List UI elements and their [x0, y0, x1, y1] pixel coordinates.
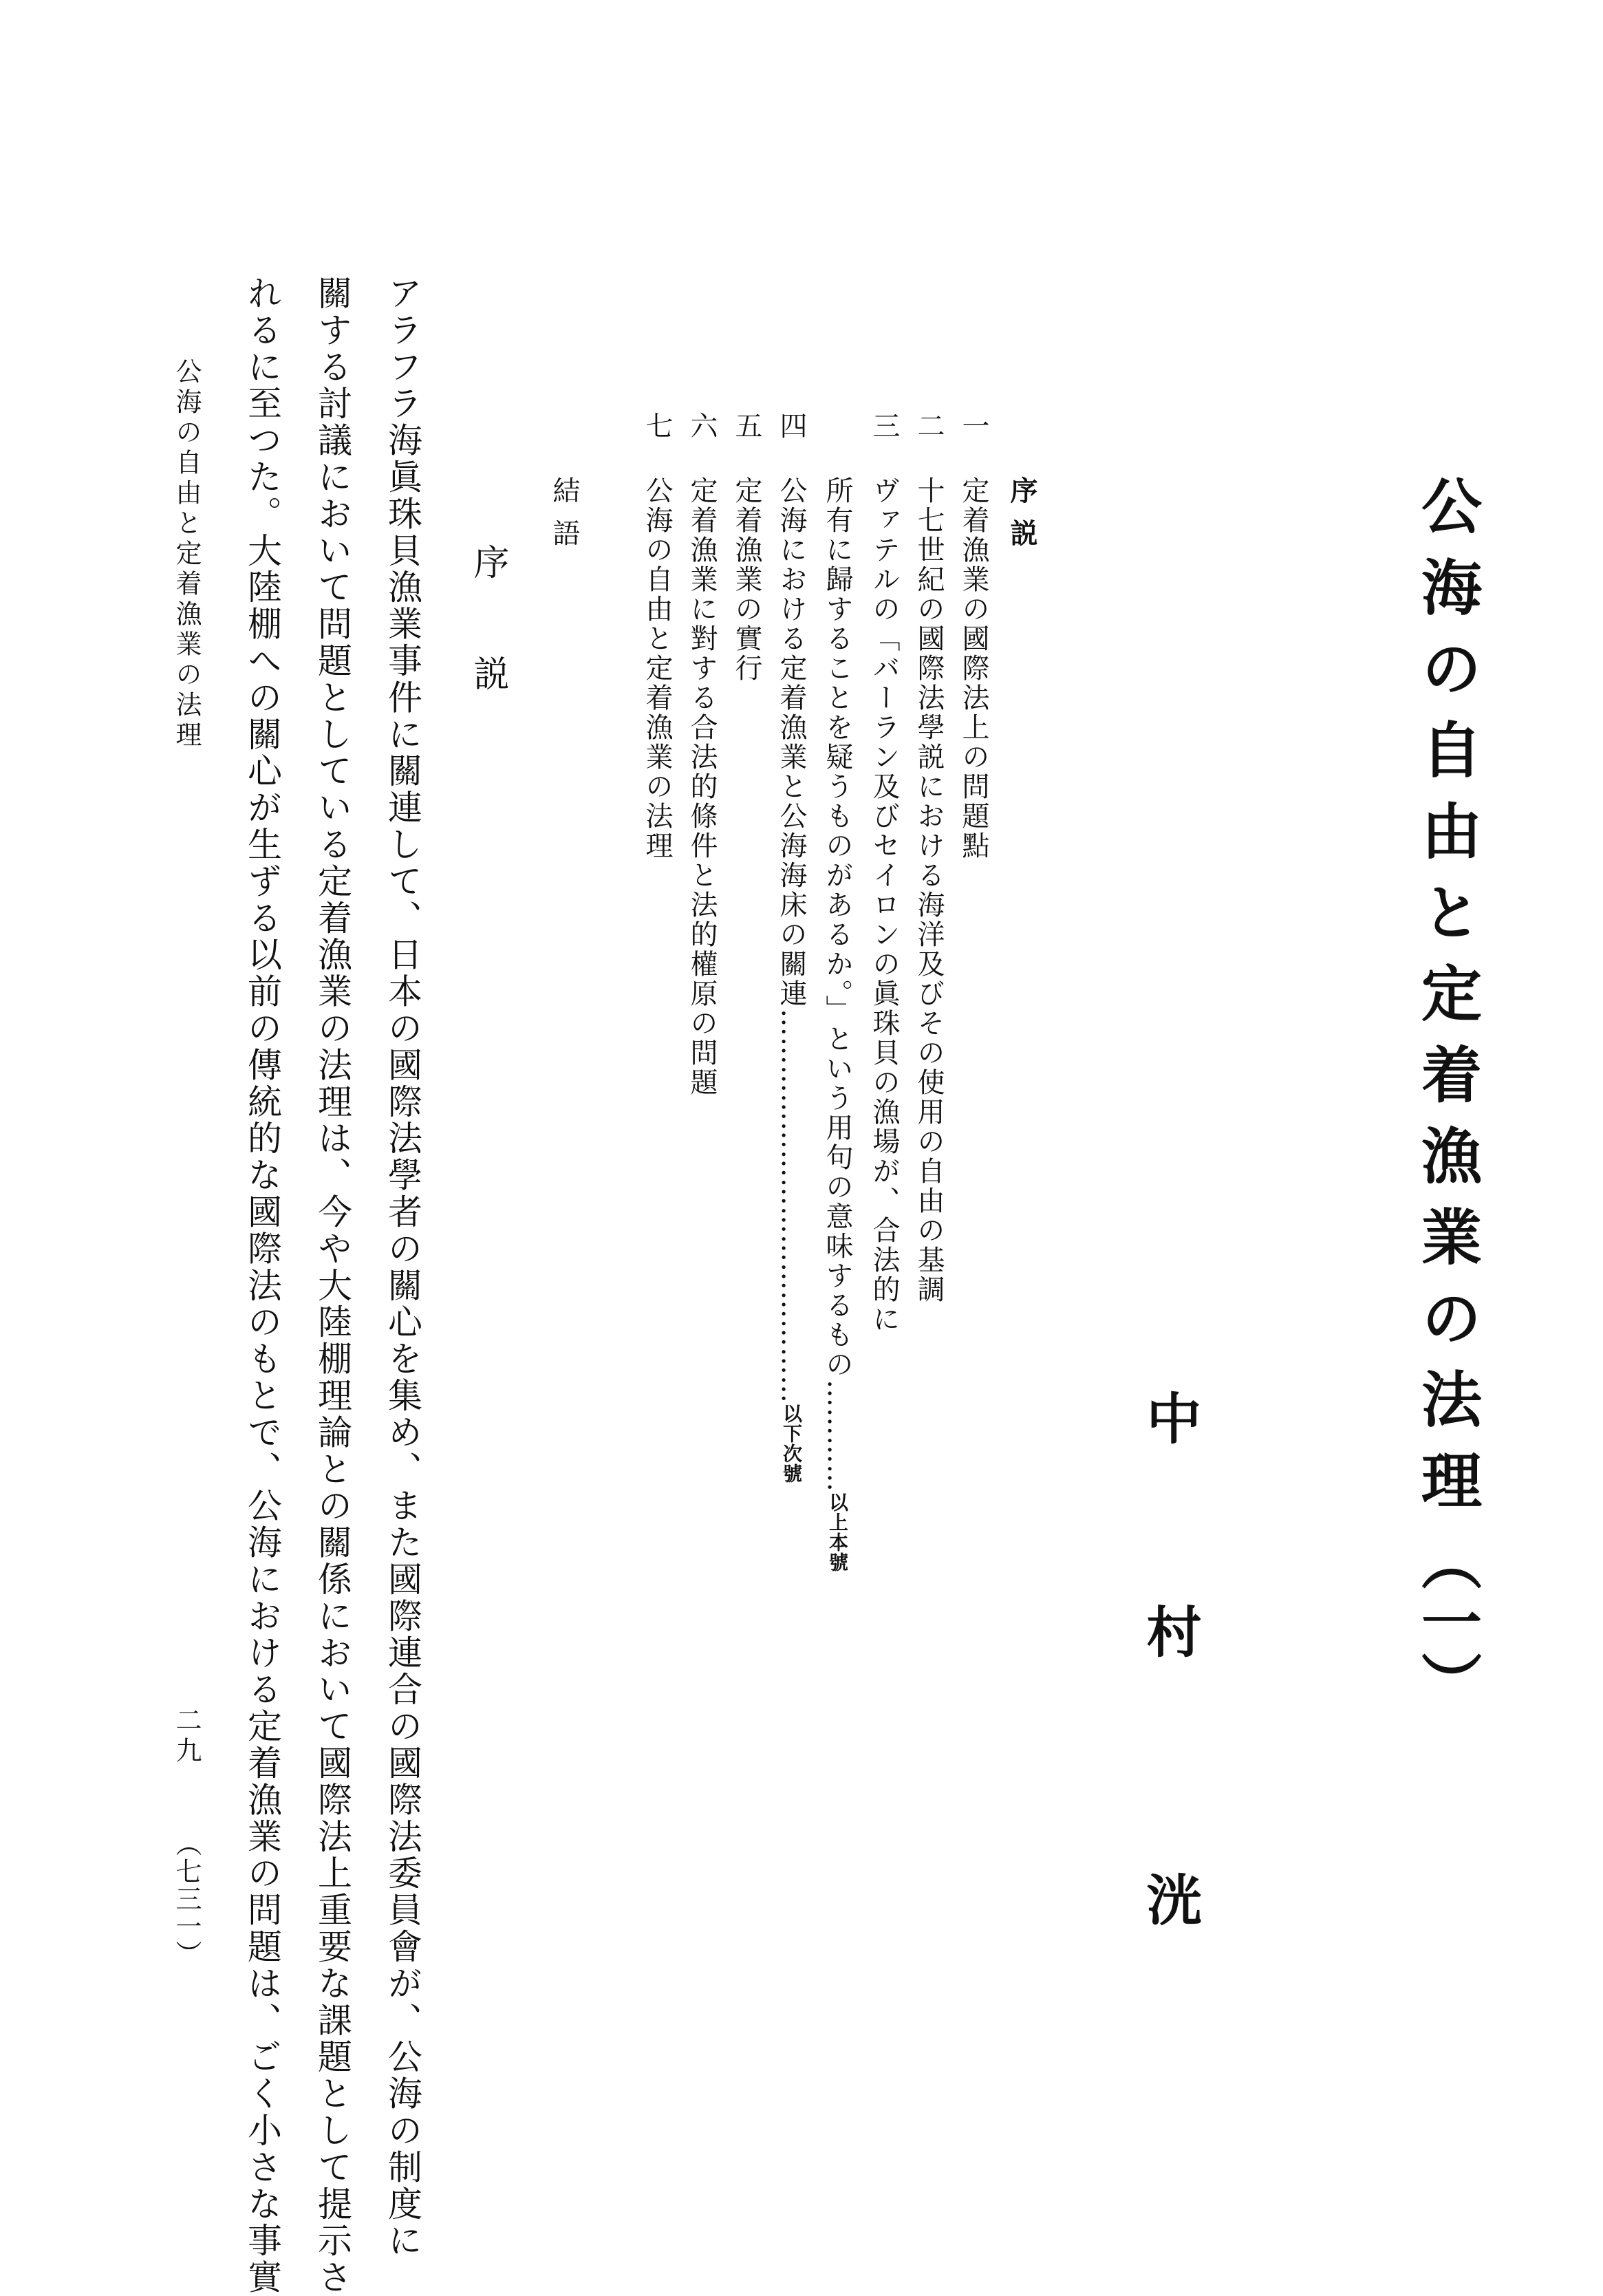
toc-item-1-number: 一 — [958, 411, 989, 439]
toc-item-2-number: 二 — [913, 411, 945, 439]
running-title: 公海の自由と定着漁業の法理 — [171, 358, 202, 751]
page-number: 二九 — [171, 1706, 202, 1767]
toc-item-3-continuation — [821, 476, 853, 1572]
toc-item-3-continuation-text: 所有に歸することを疑うものがあるか。」という用句の意味するもの — [821, 476, 853, 1380]
title-text: 公海の自由と定着漁業の法理 — [1412, 475, 1483, 1530]
toc-item-6-number: 六 — [686, 411, 718, 439]
toc-item-3-number: 三 — [868, 411, 900, 439]
body-line-2: 關する討議において問題としている定着漁業の法理は、今や大陸棚理論との關係において國際法上重要な課題として提示さ — [312, 275, 352, 2296]
toc-item-5-number: 五 — [731, 411, 762, 439]
toc-item-1-text: 定着漁業の國際法上の問題點 — [958, 476, 989, 861]
author-middle-name: 村 — [1137, 1603, 1202, 1658]
toc-item-4-note: 以下次號 — [780, 1404, 803, 1483]
toc-item-7-text: 公海の自由と定着漁業の法理 — [641, 476, 673, 861]
article-title — [1412, 475, 1483, 1712]
toc-item-3-text: ヴァテルの「バーラン及びセイロンの眞珠貝の漁場が、合法的に — [868, 476, 900, 1334]
total-page-number: （七三一） — [171, 1830, 202, 1968]
toc-item-2-text: 十七世紀の國際法學説における海洋及びその使用の自由の基調 — [913, 476, 945, 1305]
toc-item-7-number: 七 — [641, 411, 673, 439]
title-number: （一） — [1412, 1530, 1483, 1712]
body-line-1: アラフラ海眞珠貝漁業事件に關連して、日本の國際法學者の關心を集め、また國際連合の國際法委員會が、公海の制度に — [383, 275, 422, 2260]
toc-item-3-leader: ………… — [821, 1380, 853, 1492]
body-line-3: れるに至つた。大陸棚への關心が生ずる以前の傳統的な國際法のもとで、公海における定着漁業の問題は、ごく小さな事實 — [242, 275, 282, 2296]
toc-item-6-text: 定着漁業に對する合法的條件と法的權原の問題 — [686, 476, 718, 1097]
author-given-name: 洸 — [1137, 1871, 1202, 1927]
toc-item-4-text: 公海における定着漁業と公海海床の關連 — [775, 476, 807, 1009]
toc-item-4-number: 四 — [775, 411, 807, 439]
toc-item-5-text: 定着漁業の實行 — [731, 476, 762, 683]
toc-item-3-note: 以上本號 — [826, 1492, 849, 1572]
toc-item-4-leader: …………………………………… — [775, 1009, 807, 1404]
toc-item-8-text: 結語 — [548, 476, 580, 561]
toc-heading: 序説 — [1006, 476, 1038, 561]
author-family-name: 中 — [1137, 1390, 1202, 1445]
section-heading: 序説 — [467, 544, 508, 766]
toc-item-4-text-row — [777, 476, 805, 1483]
